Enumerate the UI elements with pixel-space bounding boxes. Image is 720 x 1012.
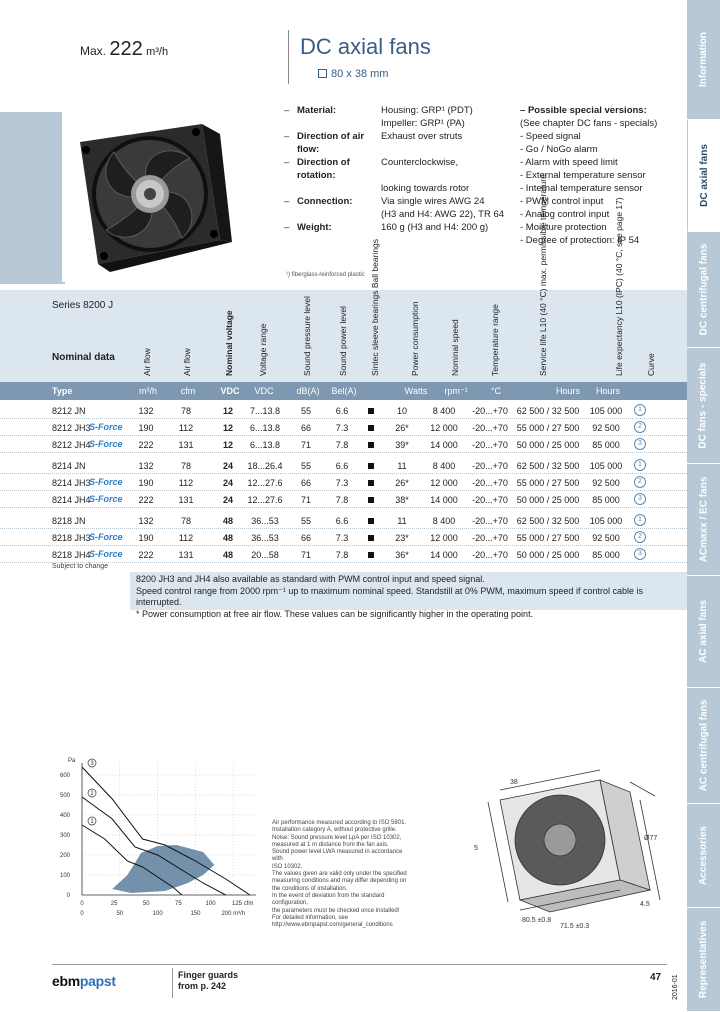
series-label: Series 8200 J <box>52 300 114 311</box>
table-row <box>0 512 687 529</box>
dba-cell: 55 <box>300 406 311 416</box>
range-cell: 6...13.8 <box>249 440 281 450</box>
spec-value: Counterclockwise, <box>381 157 459 168</box>
spec-label <box>297 117 381 130</box>
x-tick-label-cfm: 100 <box>205 901 216 907</box>
curve-number: 3 <box>634 438 646 450</box>
x-tick-label-cfm: 50 <box>142 901 150 907</box>
spec-row: – Connection: Via single wires AWG 24 <box>284 195 514 208</box>
life2-cell: 85 000 <box>592 440 620 450</box>
cfm-cell: 78 <box>180 406 191 416</box>
y-tick-label: 600 <box>59 773 70 779</box>
temp-cell: -20...+70 <box>472 533 508 543</box>
desc-line: ISO 10302. <box>272 863 303 870</box>
dba-cell: 55 <box>300 516 311 526</box>
spec-row: – Direction of rotation: Counterclockwise, <box>284 156 514 182</box>
vdc-cell: 24 <box>222 478 233 488</box>
vdc-cell: 24 <box>222 495 233 505</box>
chart-description <box>272 820 412 929</box>
vdc-cell: 48 <box>222 550 233 560</box>
finger-guards-line: from p. 242 <box>178 981 227 991</box>
units-row <box>0 382 687 400</box>
life2-cell: 92 500 <box>592 423 620 433</box>
desc-line: In the event of deviation from the standard configuration, <box>272 892 385 907</box>
life-cell: 62 500 / 32 500 <box>516 461 580 471</box>
s-force-logo: S-Force <box>89 477 123 487</box>
max-unit: m³/h <box>146 46 169 58</box>
spec-value: Impeller: GRP¹ (PA) <box>381 118 465 129</box>
table-row <box>0 529 687 546</box>
unit-cell: °C <box>490 386 502 396</box>
curve-number: 2 <box>634 531 646 543</box>
x-tick-label-cfm: 0 <box>80 901 84 907</box>
cfm-cell: 112 <box>178 533 194 543</box>
desc-line: measuring conditions and may differ depending on <box>272 878 407 885</box>
cfm-cell: 78 <box>180 461 191 471</box>
column-header: Temperature range <box>490 304 500 376</box>
s-force-logo: S-Force <box>89 549 123 559</box>
tab-label: AC centrifugal fans <box>698 699 709 792</box>
tab-label: DC fans - specials <box>698 362 709 449</box>
subject-to-change: Subject to change <box>52 563 109 570</box>
rpm-cell: 14 000 <box>430 495 458 505</box>
range-cell: 18...26.4 <box>247 461 283 471</box>
type-cell: 8214 JH3 <box>52 478 91 488</box>
ebmpapst-logo <box>52 973 116 989</box>
max-value: 222 <box>109 38 143 60</box>
y-tick-label: 300 <box>59 833 70 839</box>
curve-label-3: 3 <box>90 761 94 767</box>
life-cell: 62 500 / 32 500 <box>516 406 580 416</box>
range-cell: 36...53 <box>251 516 279 526</box>
fan-product-photo <box>62 112 232 282</box>
unit-cell: Hours <box>595 386 620 396</box>
rpm-cell: 12 000 <box>430 533 458 543</box>
temp-cell: -20...+70 <box>472 516 508 526</box>
tab-dc-centrifugal-fans[interactable] <box>687 232 720 348</box>
special-item: - Alarm with speed limit <box>520 157 618 168</box>
curve-number: 2 <box>634 476 646 488</box>
life-cell: 55 000 / 27 500 <box>516 533 580 543</box>
m3h-cell: 132 <box>138 406 154 416</box>
m3h-cell: 190 <box>138 533 154 543</box>
spec-row <box>284 117 514 130</box>
life-cell: 62 500 / 32 500 <box>516 516 580 526</box>
tab-ac-axial-fans[interactable] <box>687 576 720 688</box>
special-item: - Speed signal <box>520 131 581 142</box>
spec-row <box>284 182 514 195</box>
special-item: - Internal temperature sensor <box>520 183 643 194</box>
special-title-text: Possible special versions: <box>527 105 647 116</box>
m3h-cell: 190 <box>138 478 154 488</box>
max-air-flow <box>80 38 168 61</box>
rpm-cell: 14 000 <box>430 550 458 560</box>
dim-label: 38 <box>510 779 518 786</box>
cfm-cell: 131 <box>178 550 194 560</box>
range-cell: 20...58 <box>251 550 279 560</box>
curve-number: 1 <box>634 404 646 416</box>
temp-cell: -20...+70 <box>472 478 508 488</box>
table-row <box>0 546 687 563</box>
life2-cell: 105 000 <box>589 461 623 471</box>
note-line: Speed control range from 2000 rpm⁻¹ up to maximum nominal speed. Standstill at 0% PWM, maximum speed if control cable is interrupted. <box>136 585 643 607</box>
photo-strip <box>0 112 65 284</box>
m3h-cell: 132 <box>138 461 154 471</box>
watts-cell: 10 <box>396 406 407 416</box>
unit-cell: VDC <box>254 386 274 396</box>
unit-cell: Watts <box>404 386 428 396</box>
performance-chart <box>46 755 266 945</box>
watts-cell: 11 <box>397 461 407 471</box>
tab-representatives[interactable] <box>687 908 720 1012</box>
x-tick-label-m3h: 50 <box>116 911 124 917</box>
life2-cell: 85 000 <box>592 550 620 560</box>
s-force-logo: S-Force <box>89 532 123 542</box>
y-tick-label: 200 <box>59 853 70 859</box>
logo-part: papst <box>79 973 116 989</box>
vdc-cell: 12 <box>222 406 233 416</box>
type-cell: 8212 JN <box>52 406 86 416</box>
range-cell: 12...27.6 <box>247 478 283 488</box>
tab-dc-fans-specials[interactable] <box>687 348 720 464</box>
dba-cell: 55 <box>300 461 311 471</box>
desc-line: Sound power level LWA measured in accordance with <box>272 849 403 863</box>
unit-cell: rpm⁻¹ <box>444 386 468 396</box>
temp-cell: -20...+70 <box>472 440 508 450</box>
life2-cell: 92 500 <box>592 478 620 488</box>
curve-number: 1 <box>634 459 646 471</box>
column-header: Nominal voltage <box>224 310 234 376</box>
unit-cell: Bel(A) <box>331 386 357 396</box>
desc-line: Air performance measured according to ISO 5801. <box>272 820 407 826</box>
unit-cell: cfm <box>180 386 196 396</box>
ball-bearing-marker <box>368 463 374 469</box>
cfm-cell: 131 <box>178 440 194 450</box>
spec-label <box>297 182 381 195</box>
desc-line: Installation category A, without protective grille. <box>272 827 397 834</box>
unit-cell: dB(A) <box>296 386 320 396</box>
type-cell: 8214 JN <box>52 461 86 471</box>
column-header: Nominal speed <box>450 319 460 376</box>
note-line: 8200 JH3 and JH4 also available as standard with PWM control input and speed signal. <box>136 574 485 584</box>
nominal-data-label: Nominal data <box>52 352 115 363</box>
x-tick-label-m3h: 200 m³/h <box>221 911 246 917</box>
m3h-cell: 222 <box>138 550 154 560</box>
special-item: - PWM control input <box>520 196 604 207</box>
life-cell: 55 000 / 27 500 <box>516 478 580 488</box>
column-header: Sound power level <box>338 306 348 376</box>
square-icon <box>318 69 327 78</box>
edition-date: 2016-01 <box>672 974 679 1000</box>
unit-cell: VDC <box>220 386 240 396</box>
temp-cell: -20...+70 <box>472 406 508 416</box>
y-tick-label: 400 <box>59 813 70 819</box>
type-cell: 8212 JH4 <box>52 440 91 450</box>
temp-cell: -20...+70 <box>472 423 508 433</box>
curve-number: 3 <box>634 493 646 505</box>
spec-label: Direction of air flow: <box>297 131 365 155</box>
dba-cell: 71 <box>300 495 311 505</box>
bel-cell: 7.3 <box>335 478 349 488</box>
dim-label: 80.5 ±0.8 <box>522 917 552 924</box>
special-note: (See chapter DC fans - specials) <box>520 118 658 129</box>
column-header: Curve <box>646 353 656 376</box>
type-cell: 8218 JH3 <box>52 533 91 543</box>
curve-label-1: 1 <box>90 819 94 825</box>
unit-cell: m³/h <box>139 386 157 396</box>
column-header: Service life L10 (40 °C) max. permissible temperature <box>538 174 548 376</box>
x-tick-label-cfm: 75 <box>175 901 182 907</box>
desc-line: measured at 1 m distance from the fan axis. <box>272 841 389 848</box>
life-cell: 50 000 / 25 000 <box>516 550 580 560</box>
table-row <box>0 436 687 453</box>
special-item: - External temperature sensor <box>520 170 646 181</box>
spec-row <box>284 208 514 221</box>
special-item: - Degree of protection: IP 54 <box>520 235 640 246</box>
bel-cell: 7.3 <box>335 533 349 543</box>
s-force-logo: S-Force <box>89 422 123 432</box>
m3h-cell: 222 <box>138 440 154 450</box>
vdc-cell: 48 <box>222 516 233 526</box>
column-header: Sound pressure level <box>302 296 312 376</box>
watts-cell: 23* <box>395 533 409 543</box>
ball-bearing-marker <box>368 408 374 414</box>
spec-label: Connection: <box>297 196 353 207</box>
range-cell: 12...27.6 <box>247 495 283 505</box>
y-tick-label: 500 <box>59 793 70 799</box>
x-tick-label-m3h: 0 <box>80 911 84 917</box>
type-cell: 8218 JH4 <box>52 550 91 560</box>
curve-number: 3 <box>634 548 646 560</box>
table-row <box>0 419 687 436</box>
x-tick-label-cfm: 125 cfm <box>231 901 254 907</box>
life2-cell: 85 000 <box>592 495 620 505</box>
spec-row: – Weight: 160 g (H3 and H4: 200 g) <box>284 221 514 234</box>
max-label: Max. <box>80 44 107 58</box>
table-row <box>0 474 687 491</box>
footer-line <box>52 964 667 965</box>
bel-cell: 7.8 <box>335 550 349 560</box>
type-cell: 8218 JN <box>52 516 86 526</box>
life-cell: 55 000 / 27 500 <box>516 423 580 433</box>
range-cell: 36...53 <box>251 533 279 543</box>
column-header: Sintec sleeve bearings Ball bearings <box>370 238 380 376</box>
footer-divider <box>172 968 173 998</box>
bel-cell: 7.3 <box>335 423 349 433</box>
watts-cell: 38* <box>395 495 409 505</box>
rpm-cell: 12 000 <box>430 423 458 433</box>
desc-line: Noise: Sound pressure level LpA per ISO 10302, <box>272 834 402 841</box>
type-cell: 8214 JH4 <box>52 495 91 505</box>
table-row <box>0 457 687 474</box>
spec-value: looking towards rotor <box>381 183 470 194</box>
desc-line: The values given are valid only under the specified <box>272 871 407 878</box>
special-item: - Analog control input <box>520 209 610 220</box>
y-tick-label: 0 <box>66 893 70 899</box>
spec-label: Weight: <box>297 222 332 233</box>
dim-label: 4.5 <box>640 901 650 908</box>
curve-label-2: 2 <box>90 791 94 797</box>
tab-label: Representatives <box>698 920 710 999</box>
logo-part: ebm <box>52 973 80 989</box>
dba-cell: 66 <box>300 423 311 433</box>
tab-label: AC axial fans <box>698 600 709 663</box>
tab-accessories[interactable] <box>687 804 720 908</box>
m3h-cell: 132 <box>138 516 154 526</box>
range-cell: 7...13.8 <box>249 406 281 416</box>
tab-label: DC centrifugal fans <box>698 243 709 336</box>
rpm-cell: 8 400 <box>432 516 456 526</box>
curve-number: 2 <box>634 421 646 433</box>
ball-bearing-marker <box>368 442 374 448</box>
dba-cell: 66 <box>300 533 311 543</box>
y-tick-label: 100 <box>59 873 70 879</box>
curve-number: 1 <box>634 514 646 526</box>
ball-bearing-marker <box>368 518 374 524</box>
range-cell: 6...13.8 <box>249 423 281 433</box>
header-divider <box>288 30 289 84</box>
ball-bearing-marker <box>368 497 374 503</box>
dba-cell: 66 <box>300 478 311 488</box>
rpm-cell: 8 400 <box>432 461 456 471</box>
watts-cell: 11 <box>397 516 407 526</box>
special-item: - Go / NoGo alarm <box>520 144 598 155</box>
size-text: 80 x 38 mm <box>331 68 389 80</box>
finger-guards-line: Finger guards <box>178 970 239 980</box>
footnote-fiberglass: ¹) fiberglass-reinforced plastic <box>286 272 365 278</box>
temp-cell: -20...+70 <box>472 550 508 560</box>
x-tick-label-m3h: 150 <box>190 911 201 917</box>
side-tabs <box>687 0 720 1012</box>
tab-acmaxx-ec-fans[interactable] <box>687 464 720 576</box>
table-row <box>0 402 687 419</box>
spec-label: Direction of rotation: <box>297 157 350 181</box>
ball-bearing-marker <box>368 552 374 558</box>
unit-cell: Hours <box>555 386 580 396</box>
rpm-cell: 12 000 <box>430 478 458 488</box>
x-tick-label-cfm: 25 <box>110 901 118 907</box>
spec-value: 160 g (H3 and H4: 200 g) <box>381 222 489 233</box>
page-title: DC axial fans <box>300 34 431 59</box>
rpm-cell: 14 000 <box>430 440 458 450</box>
column-header: Voltage range <box>258 323 268 376</box>
watts-cell: 36* <box>395 550 409 560</box>
table-row <box>0 491 687 508</box>
finger-guards-link[interactable] <box>178 970 238 992</box>
cfm-cell: 78 <box>180 516 191 526</box>
watts-cell: 26* <box>395 478 409 488</box>
bel-cell: 6.6 <box>335 461 349 471</box>
x-tick-label-m3h: 100 <box>152 911 163 917</box>
spec-value: Housing: GRP¹ (PDT) <box>381 105 473 116</box>
s-force-logo: S-Force <box>89 439 123 449</box>
vdc-cell: 48 <box>222 533 233 543</box>
spec-value: Via single wires AWG 24 <box>381 196 485 207</box>
life-cell: 50 000 / 25 000 <box>516 495 580 505</box>
spec-value: Exhaust over struts <box>381 131 463 142</box>
table-notes <box>130 572 687 619</box>
life2-cell: 105 000 <box>589 516 623 526</box>
spec-row: – Direction of air flow: Exhaust over struts <box>284 130 514 156</box>
m3h-cell: 190 <box>138 423 154 433</box>
page-number: 47 <box>650 972 662 983</box>
specifications <box>284 104 514 234</box>
dimension-drawing <box>460 760 670 930</box>
dim-label: Ø77 <box>644 835 658 842</box>
tab-dc-axial-fans[interactable] <box>687 120 720 232</box>
tab-label: DC axial fans <box>698 144 710 207</box>
spec-value: (H3 and H4: AWG 22), TR 64 <box>381 209 505 220</box>
tab-label: Information <box>698 32 709 87</box>
product-size <box>318 68 388 80</box>
column-header: Life expectancy L10 (IPC) (40 °C, see page 17) <box>614 197 624 376</box>
dim-label: 71.5 ±0.3 <box>560 923 590 930</box>
special-title: – Possible special versions: <box>520 105 647 116</box>
tab-information[interactable] <box>687 0 720 120</box>
bel-cell: 6.6 <box>335 406 349 416</box>
cfm-cell: 112 <box>178 423 194 433</box>
life2-cell: 105 000 <box>589 406 623 416</box>
rpm-cell: 8 400 <box>432 406 456 416</box>
column-header: Power consumption <box>410 301 420 376</box>
ball-bearing-marker <box>368 425 374 431</box>
bel-cell: 7.8 <box>335 440 349 450</box>
cfm-cell: 112 <box>178 478 194 488</box>
tab-ac-centrifugal-fans[interactable] <box>687 688 720 804</box>
y-axis-label: Pa <box>68 758 76 764</box>
desc-line: http://www.ebmpapst.com/general_conditions <box>272 922 393 929</box>
ball-bearing-marker <box>368 480 374 486</box>
bel-cell: 6.6 <box>335 516 349 526</box>
dba-cell: 71 <box>300 550 311 560</box>
tab-label: ACmaxx / EC fans <box>698 476 709 563</box>
vdc-cell: 12 <box>222 440 233 450</box>
life-cell: 50 000 / 25 000 <box>516 440 580 450</box>
s-force-logo: S-Force <box>89 494 123 504</box>
spec-label <box>297 208 381 221</box>
vdc-cell: 24 <box>222 461 233 471</box>
m3h-cell: 222 <box>138 495 154 505</box>
ball-bearing-marker <box>368 535 374 541</box>
note-line: * Power consumption at free air flow. These values can be significantly higher in the operating point. <box>136 608 534 619</box>
spec-row: – Material: Housing: GRP¹ (PDT) <box>284 104 514 117</box>
temp-cell: -20...+70 <box>472 495 508 505</box>
temp-cell: -20...+70 <box>472 461 508 471</box>
tab-label: Accessories <box>698 826 709 885</box>
dim-label: 5 <box>474 845 478 852</box>
desc-line: the parameters must be checked once installed! <box>272 907 400 914</box>
column-header: Air flow <box>182 348 192 376</box>
cfm-cell: 131 <box>178 495 194 505</box>
unit-cell: Type <box>52 386 73 396</box>
vdc-cell: 12 <box>222 423 233 433</box>
desc-line: the conditions of installation. <box>272 885 348 892</box>
desc-line: For detailed information, see <box>272 914 349 921</box>
watts-cell: 39* <box>395 440 409 450</box>
special-item: - Moisture protection <box>520 222 607 233</box>
dba-cell: 71 <box>300 440 311 450</box>
watts-cell: 26* <box>395 423 409 433</box>
type-cell: 8212 JH3 <box>52 423 91 433</box>
spec-label: Material: <box>297 105 337 116</box>
column-header: Air flow <box>142 348 152 376</box>
life2-cell: 92 500 <box>592 533 620 543</box>
bel-cell: 7.8 <box>335 495 349 505</box>
